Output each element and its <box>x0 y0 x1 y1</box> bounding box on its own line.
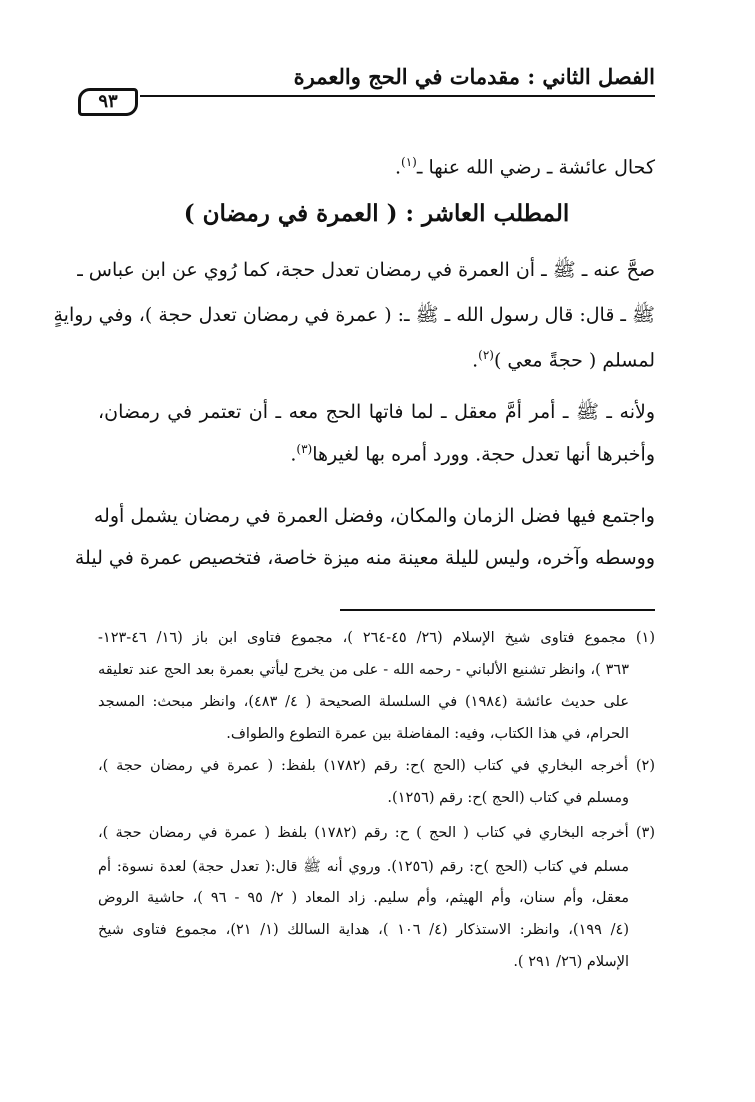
paragraph-1-line-2: ﷺ ـ قال: قال رسول الله ـ ﷺ ـ: ( عمرة في رمضان تعدل حجة )، وفي روايةٍ <box>53 304 655 326</box>
footnote-3-line-3: معقل، وأم سنان، وأم الهيثم، وأم سليم. زاد المعاد ( ٢/ ٩٥ - ٩٦ )، حاشية الروض <box>98 890 629 906</box>
footnote-2-line-2: ومسلم في كتاب (الحج )ح: رقم (١٢٥٦). <box>387 790 629 806</box>
paragraph-2-line-2: وأخبرها أنها تعدل حجة. وورد أمره بها لغيرها$^{(٣)}$. <box>290 442 655 466</box>
intro-text: كحال عائشة ـ رضي الله عنها ـ <box>416 156 655 179</box>
footnote-1-line-1: (١) مجموع فتاوى شيخ الإسلام (٢٦/ ٤٥-٢٦٤ )، مجموع فتاوى ابن باز (١٦/ ٤٦-١٢٣- <box>98 630 656 646</box>
footnote-1-line-2: ٣٦٣ )، وانظر تشنيع الألباني - رحمه الله - على من يخرج ليأتي بعمرة بعد الحج عند تعليقه <box>98 662 629 678</box>
footnote-ref-3: (٣) <box>296 442 313 456</box>
page-number: ٩٣ <box>78 88 138 116</box>
paragraph-1-line-1: صحَّ عنه ـ ﷺ ـ أن العمرة في رمضان تعدل حجة، كما رُوي عن ابن عباس ـ <box>77 259 655 281</box>
paragraph-1 <box>53 258 655 378</box>
footnote-2-line-1: (٢) أخرجه البخاري في كتاب (الحج )ح: رقم (١٧٨٢) بلفظ: ( عمرة في رمضان حجة )، <box>98 758 655 774</box>
intro-line: كحال عائشة ـ رضي الله عنها ـ$^{(١)}$. <box>394 155 655 179</box>
paragraph-3-line-2: ووسطه وآخره، وليس لليلة معينة منه ميزة خاصة، فتخصيص عمرة في ليلة <box>74 547 655 569</box>
footnote-1-line-4: الحرام، في هذا الكتاب، وفيه: المفاضلة بين عمرة التطوع والطواف. <box>226 726 629 742</box>
paragraph-2 <box>98 400 655 480</box>
footnote-3-line-5: الإسلام (٢٦/ ٢٩١ ). <box>513 954 629 970</box>
paragraph-1-line-3: لمسلم ( حجةً معي )$^{(٢)}$. <box>472 348 655 372</box>
footnote-1-line-3: على حديث عائشة (١٩٨٤) في السلسلة الصحيحة ( ٤/ ٤٨٣)، وانظر مبحث: المسجد <box>98 694 630 710</box>
paragraph-3-line-1: واجتمع فيها فضل الزمان والمكان، وفضل العمرة في رمضان يشمل أوله <box>93 505 655 527</box>
intro-paragraph <box>98 155 655 185</box>
section-heading: المطلب العاشر : ( العمرة في رمضان ) <box>183 200 570 227</box>
footnote-ref-2: (٢) <box>478 348 494 362</box>
footnote-3-line-4: (٤/ ١٩٩)، وانظر: الاستذكار (٤/ ١٠٦ )، هداية السالك (١/ ٢١)، مجموع فتاوى شيخ <box>98 922 630 938</box>
footnote-3-line-2: مسلم في كتاب (الحج )ح: رقم (١٢٥٦). وروي أنه ﷺ قال:( تعدل حجة) لعدة نسوة: أم <box>98 859 630 875</box>
footnote-ref-1: (١) <box>401 155 417 169</box>
paragraph-2-line-1: ولأنه ـ ﷺ ـ أمر أمَّ معقل ـ لما فاتها الحج معه ـ أن تعتمر في رمضان، <box>98 401 655 423</box>
footnote-divider <box>340 609 655 611</box>
footnote-3-line-1: (٣) أخرجه البخاري في كتاب ( الحج ) ح: رقم (١٧٨٢) بلفظ ( عمرة في رمضان حجة )، <box>98 825 655 841</box>
paragraph-2-line-2-text: وأخبرها أنها تعدل حجة. وورد أمره بها لغيرها <box>312 443 655 466</box>
paragraph-1-line-3-text: لمسلم ( حجةً معي ) <box>493 349 655 372</box>
paragraph-3 <box>74 505 655 585</box>
chapter-title: الفصل الثاني : مقدمات في الحج والعمرة <box>293 64 655 89</box>
header-divider <box>140 95 655 97</box>
